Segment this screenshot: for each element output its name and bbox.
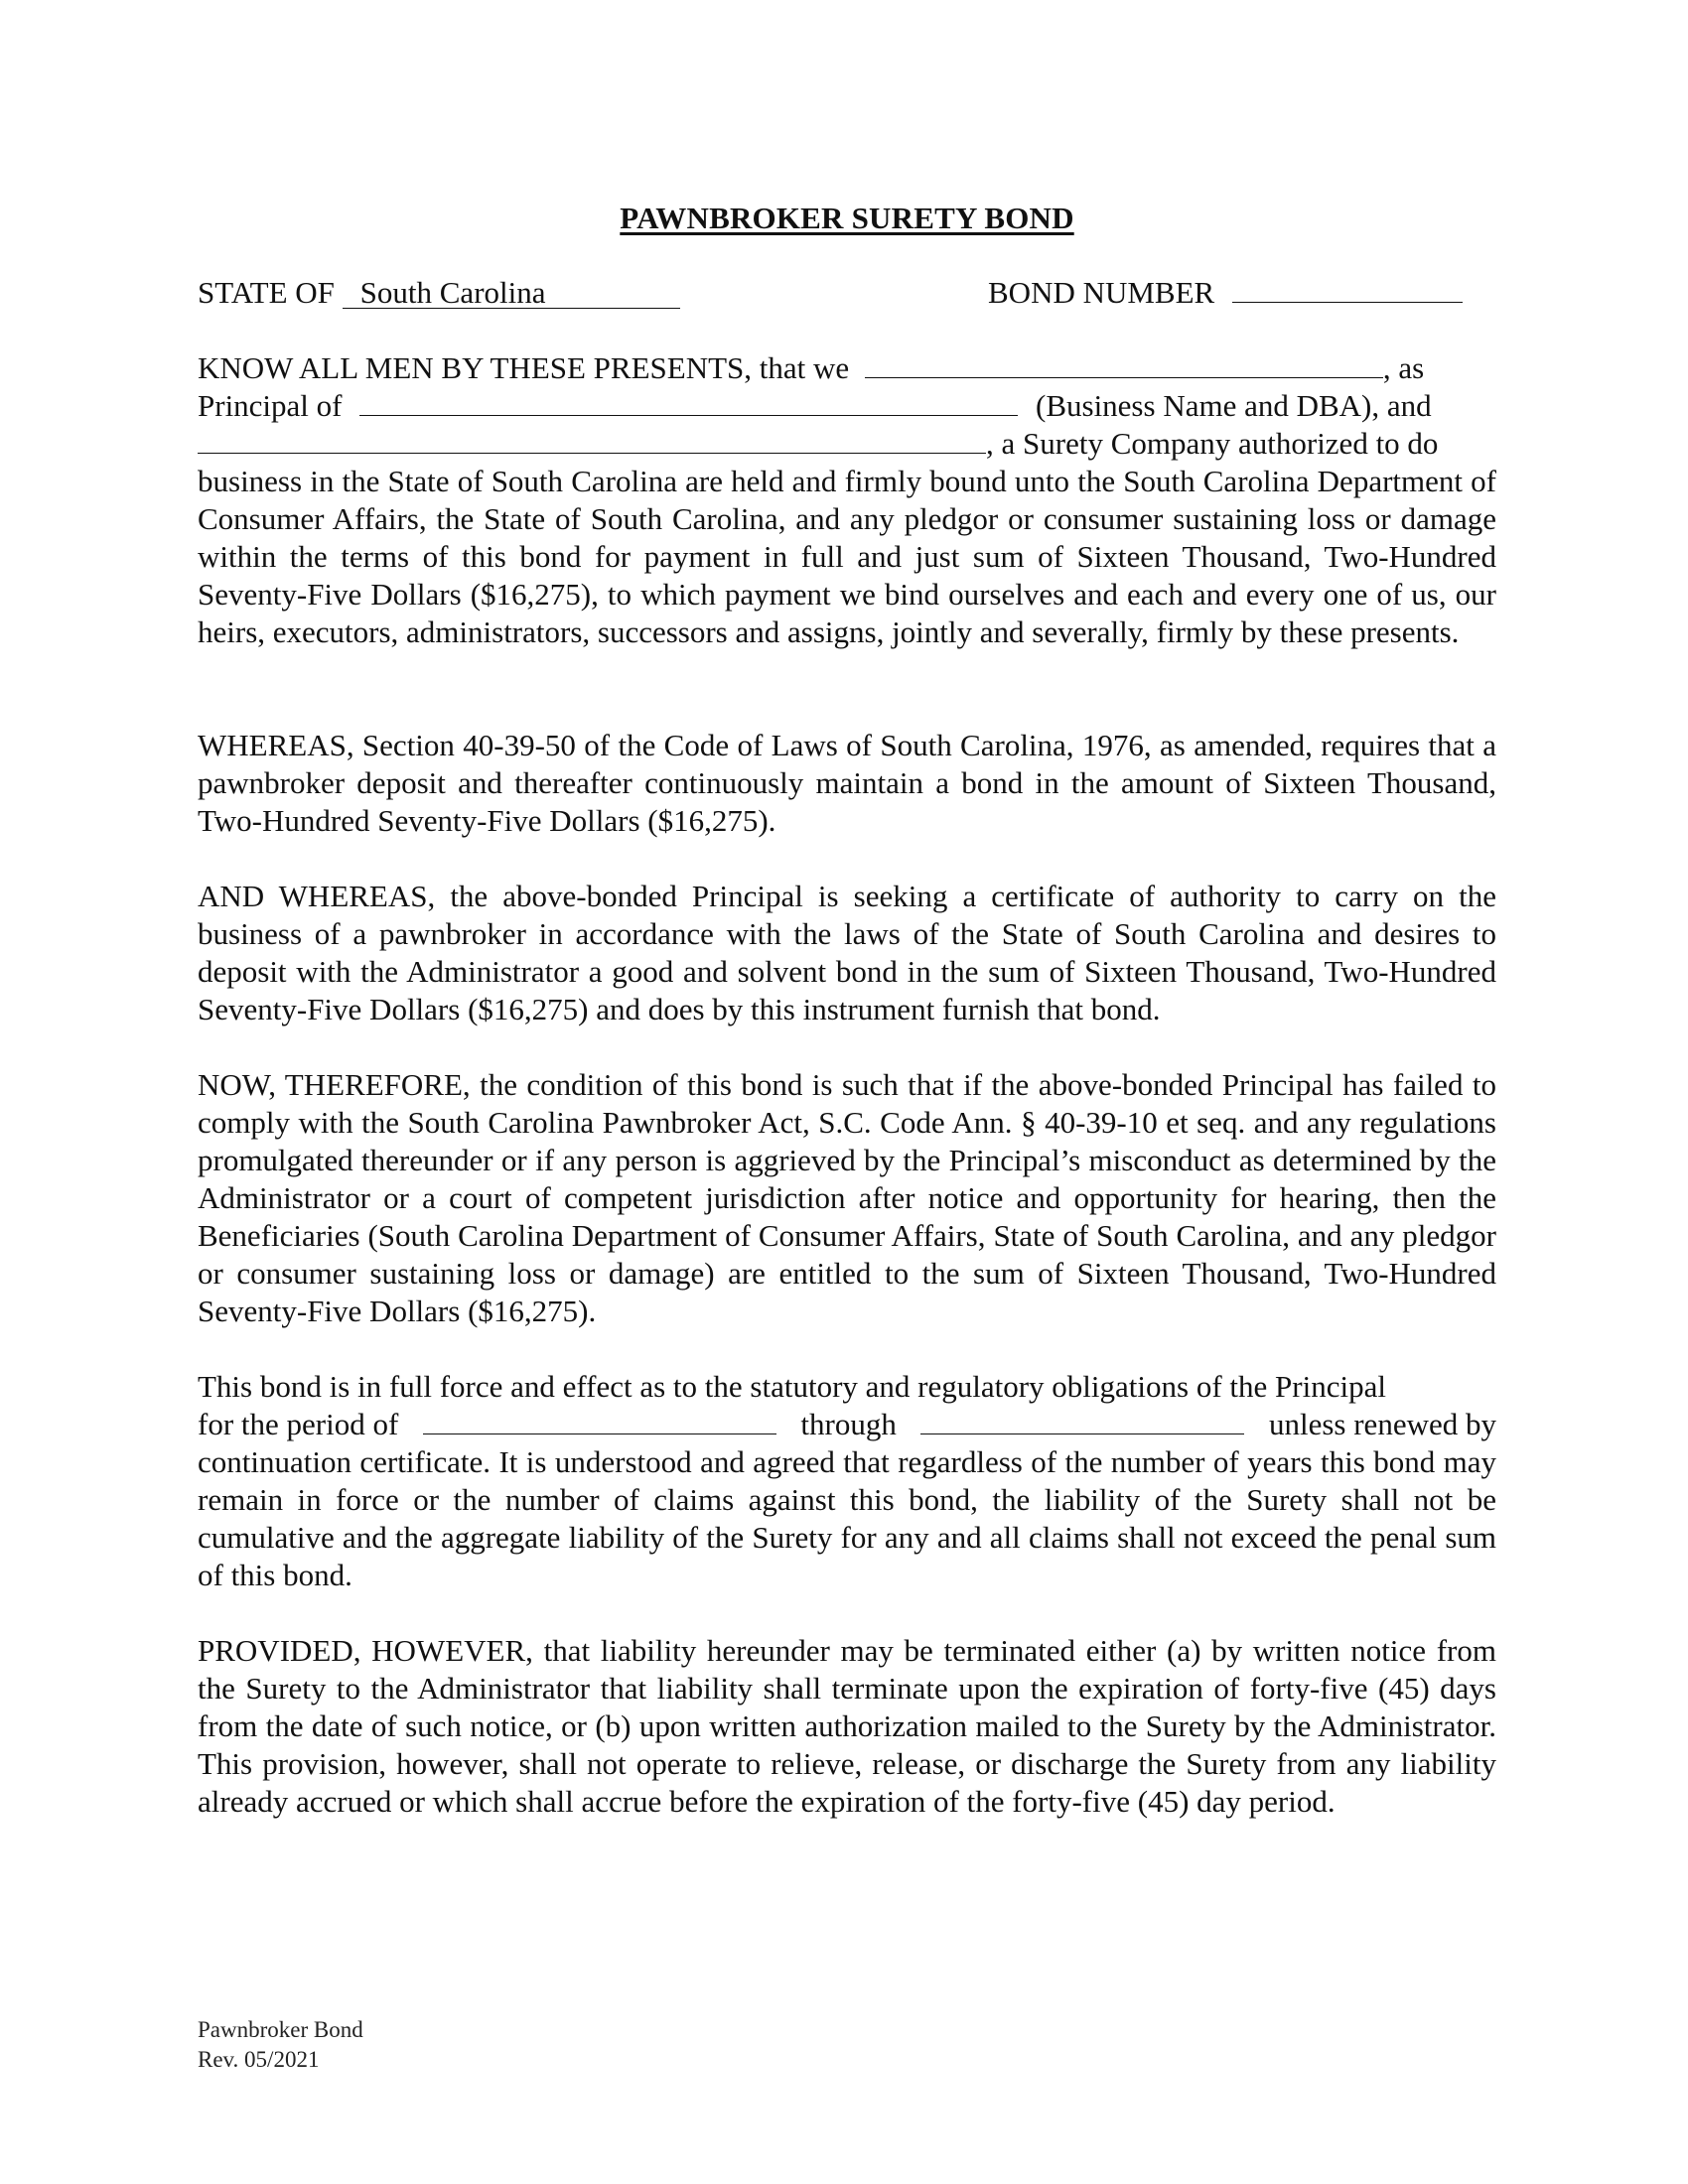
principal-name-field[interactable]: [865, 350, 1383, 378]
business-name-hint: (Business Name and DBA), and: [1036, 388, 1432, 423]
surety-company-text: , a Surety Company authorized to do: [986, 426, 1439, 461]
bond-number-group: [988, 274, 1463, 312]
know-all-as: , as: [1382, 350, 1425, 385]
provided-paragraph: PROVIDED, HOWEVER, that liability hereunder may be terminated either (a) by written notice from the Surety to the Administrator that liability shall terminate upon the expiration of forty-five (45) days from the date of such notice, or (b) upon written authorization mailed to the Surety by the Administrator. This provision, however, shall not operate to relieve, release, or discharge the Surety from any liability already accrued or which shall accrue before the expiration of the forty-five (45) day period.: [198, 1633, 1496, 1819]
state-field[interactable]: [343, 275, 680, 310]
surety-company-field[interactable]: [198, 426, 986, 454]
force-line-2: [198, 1406, 1496, 1443]
bond-number-label: BOND NUMBER: [988, 275, 1215, 310]
through-label: through: [800, 1407, 897, 1441]
footer-form-name: Pawnbroker Bond: [198, 2017, 363, 2042]
know-all-line-3: [198, 425, 1496, 463]
force-body: continuation certificate. It is understood and agreed that regardless of the number of years this bond may remain in force or the number of claims against this bond, the liability of the Surety shall not be cumulative and the aggregate liability of the Surety for any and all claims shall not exceed the penal sum of this bond.: [198, 1444, 1496, 1592]
document-title: PAWNBROKER SURETY BOND: [620, 201, 1074, 235]
state-value: South Carolina: [359, 275, 546, 310]
know-all-line-2: [198, 387, 1496, 425]
business-name-field[interactable]: [359, 388, 1018, 416]
bond-number-field[interactable]: [1232, 275, 1463, 303]
know-all-prefix: KNOW ALL MEN BY THESE PRESENTS, that we: [198, 350, 850, 385]
period-start-field[interactable]: [423, 1407, 776, 1434]
period-end-field[interactable]: [920, 1407, 1244, 1434]
know-all-line-1: [198, 349, 1496, 387]
principal-of-label: Principal of: [198, 388, 343, 423]
state-label: STATE OF: [198, 275, 335, 310]
now-therefore-paragraph: NOW, THEREFORE, the condition of this bond is such that if the above-bonded Principal has failed to comply with the South Carolina Pawnbroker Act, S.C. Code Ann. § 40-39-10 et seq. and any regulations promulgated thereunder or if any person is aggrieved by the Principal’s misconduct as determined by the Administrator or a court of competent jurisdiction after notice and opportunity for hearing, then the Beneficiaries (South Carolina Department of Consumer Affairs, State of South Carolina, and any pledgor or consumer sustaining loss or damage) are entitled to the sum of Sixteen Thousand, Two-Hundred Seventy-Five Dollars ($16,275).: [198, 1067, 1496, 1328]
whereas-paragraph: WHEREAS, Section 40-39-50 of the Code of Laws of South Carolina, 1976, as amended, requires that a pawnbroker deposit and thereafter continuously maintain a bond in the amount of Sixteen Thousand, Two-Hundred Seventy-Five Dollars ($16,275).: [198, 728, 1496, 838]
know-all-body: business in the State of South Carolina are held and firmly bound unto the South Carolina Department of Consumer Affairs, the State of South Carolina, and any pledgor or consumer sustaining loss or damage within the terms of this bond for payment in full and just sum of Sixteen Thousand, Two-Hundred Seventy-Five Dollars ($16,275), to which payment we bind ourselves and each and every one of us, our heirs, executors, administrators, successors and assigns, jointly and severally, firmly by these presents.: [198, 464, 1496, 649]
header-row: [198, 274, 1496, 312]
force-line-1: This bond is in full force and effect as to the statutory and regulatory obligations of the Principal: [198, 1369, 1386, 1404]
period-label: for the period of: [198, 1407, 399, 1441]
renewed-label: unless renewed by: [1268, 1407, 1496, 1441]
and-whereas-paragraph: AND WHEREAS, the above-bonded Principal is seeking a certificate of authority to carry on the business of a pawnbroker in accordance with the laws of the State of South Carolina and desires to deposit with the Administrator a good and solvent bond in the sum of Sixteen Thousand, Two-Hundred Seventy-Five Dollars ($16,275) and does by this instrument furnish that bond.: [198, 879, 1496, 1026]
footer-revision: Rev. 05/2021: [198, 2047, 320, 2072]
